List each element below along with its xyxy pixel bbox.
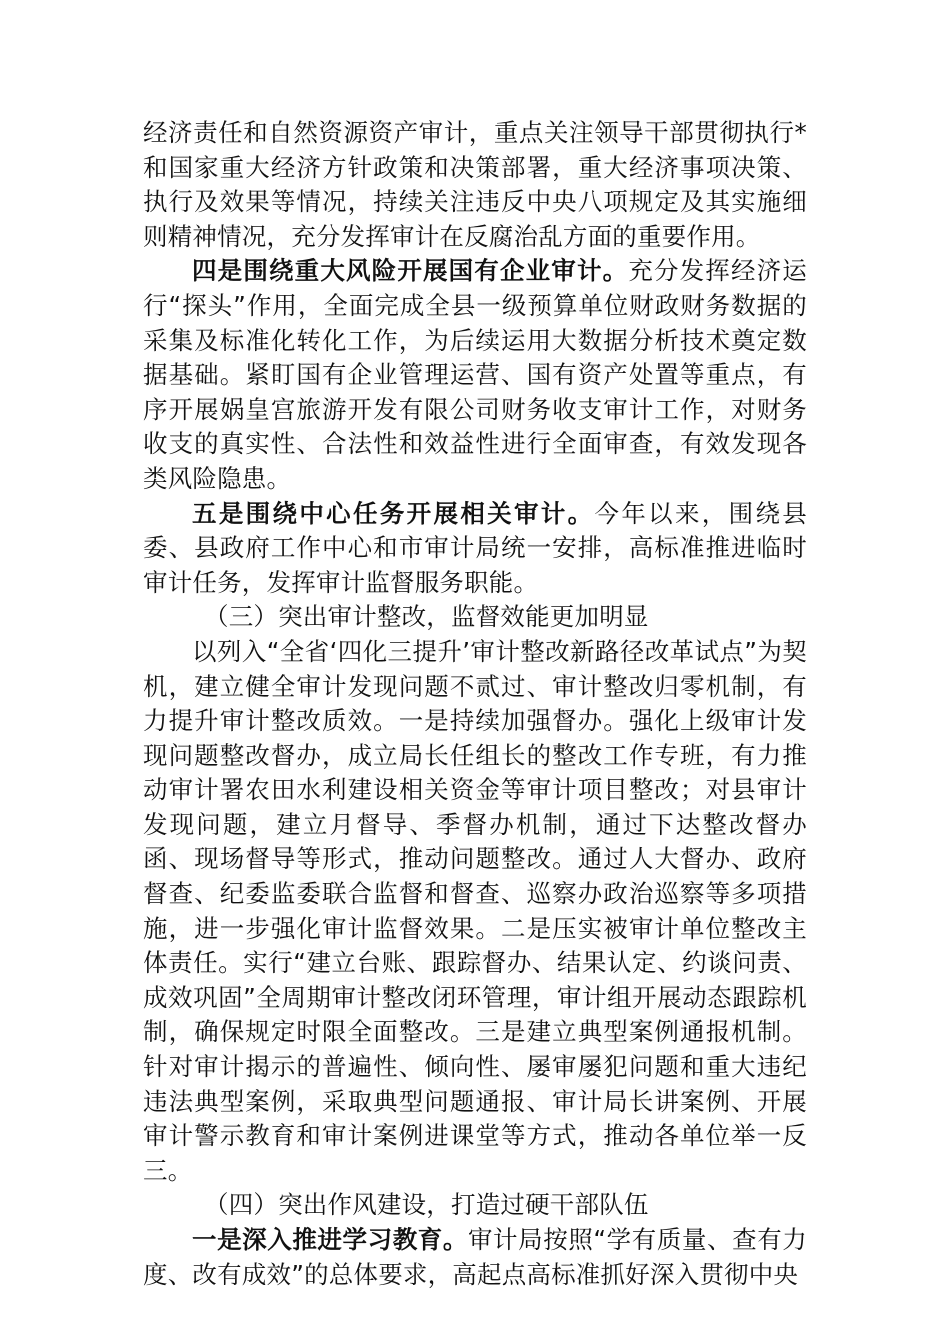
section-heading-4-text: （四）突出作风建设，打造过硬干部队伍 xyxy=(204,1190,649,1220)
paragraph-3-lead: 五是围绕中心任务开展相关审计。 xyxy=(192,498,595,528)
section-heading-3-text: （三）突出审计整改，监督效能更加明显 xyxy=(204,602,649,632)
paragraph-1-text: 经济责任和自然资源资产审计，重点关注领导干部贯彻执行*和国家重大经济方针政策和决策部署，重大经济事项决策、执行及效果等情况，持续关注违反中央八项规定及其实施细则精神情况，充分发挥审计在反腐治乱方面的重要作用。 xyxy=(143,118,807,251)
section-heading-4 xyxy=(143,1188,807,1223)
document-page xyxy=(143,116,807,1292)
paragraph-2 xyxy=(143,254,807,496)
paragraph-5 xyxy=(143,1223,807,1292)
paragraph-3-text: 今年以来，围绕县委、县政府工作中心和市审计局统一安排，高标准推进临时审计任务，发挥审计监督服务职能。 xyxy=(143,498,808,597)
paragraph-4 xyxy=(143,635,807,1189)
paragraph-3 xyxy=(143,497,807,601)
paragraph-2-text: 充分发挥经济运行“探头”作用，全面完成全县一级预算单位财政财务数据的采集及标准化转化工作，为后续运用大数据分析技术奠定数据基础。紧盯国有企业管理运营、国有资产处置等重点，有序开展娲皇宫旅游开发有限公司财务收支审计工作，对财务收支的真实性、合法性和效益性进行全面审查，有效发现各类风险隐患。 xyxy=(143,256,807,493)
paragraph-2-lead: 四是围绕重大风险开展国有企业审计。 xyxy=(192,256,629,286)
section-heading-3 xyxy=(143,600,807,635)
paragraph-5-text: 审计局按照“学有质量、查有力度、改有成效”的总体要求，高起点高标准抓好深入贯彻中央 xyxy=(143,1225,807,1289)
paragraph-5-lead: 一是深入推进学习教育。 xyxy=(192,1225,468,1254)
paragraph-4-text: 以列入“全省‘四化三提升’审计整改新路径改革试点”为契机，建立健全审计发现问题不贰过、审计整改归零机制，有力提升审计整改质效。一是持续加强督办。强化上级审计发现问题整改督办，成立局长任组长的整改工作专班，有力推动审计署农田水利建设相关资金等审计项目整改；对县审计发现问题，建立月督导、季督办机制，通过下达整改督办函、现场督导等形式，推动问题整改。通过人大督办、政府督查、纪委监委联合监督和督查、巡察办政治巡察等多项措施，进一步强化审计监督效果。二是压实被审计单位整改主体责任。实行“建立台账、跟踪督办、结果认定、约谈问责、成效巩固”全周期审计整改闭环管理，审计组开展动态跟踪机制，确保规定时限全面整改。三是建立典型案例通报机制。针对审计揭示的普遍性、倾向性、屡审屡犯问题和重大违纪违法典型案例，采取典型问题通报、审计局长讲案例、开展审计警示教育和审计案例进课堂等方式，推动各单位举一反三。 xyxy=(143,636,807,1185)
paragraph-1 xyxy=(143,116,807,254)
